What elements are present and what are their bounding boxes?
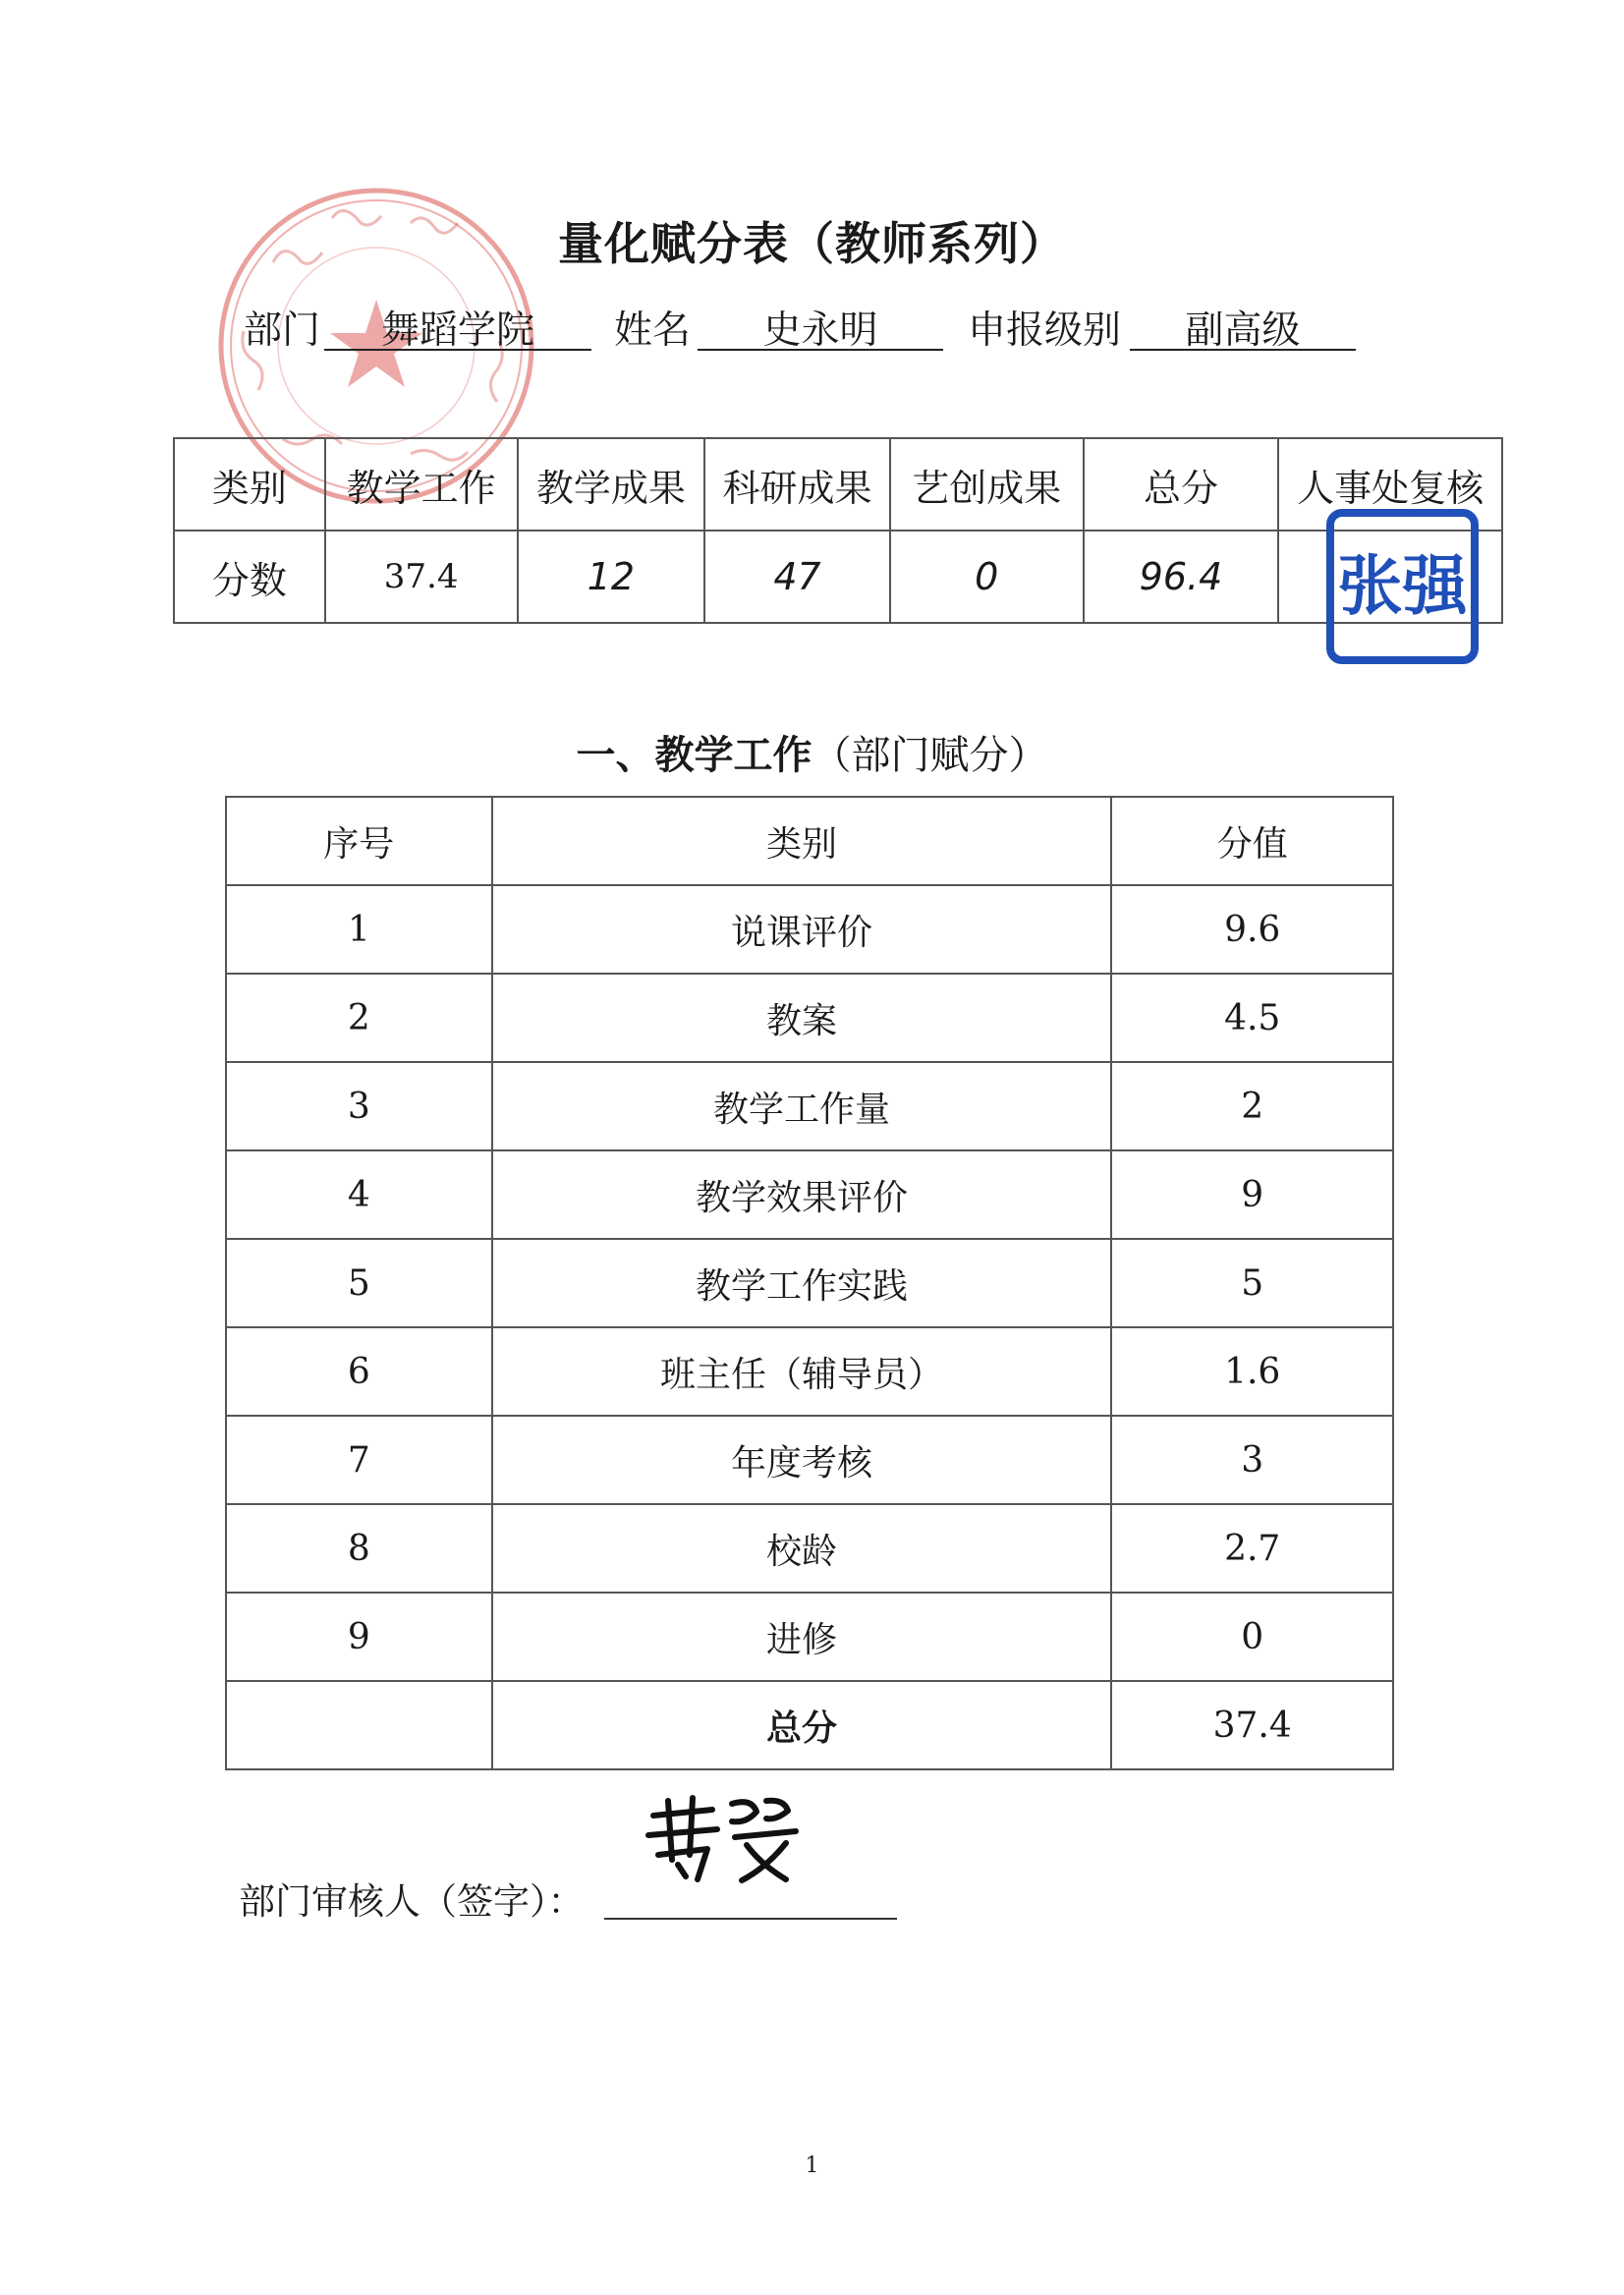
- table-row: [226, 1150, 1393, 1239]
- row-score: 2: [1111, 1062, 1393, 1150]
- table-row: [226, 1062, 1393, 1150]
- stamp-text: 张强: [1337, 548, 1468, 624]
- department-value: 舞蹈学院: [324, 300, 591, 351]
- score-label-cell: 分数: [174, 531, 325, 623]
- row-category: 校龄: [492, 1504, 1112, 1593]
- teaching-work-table: [225, 796, 1394, 1770]
- summary-score-row: [174, 531, 1502, 623]
- row-category: 教学效果评价: [492, 1150, 1112, 1239]
- section-heading-main: 一、教学工作: [576, 733, 812, 778]
- row-category: 教学工作量: [492, 1062, 1112, 1150]
- table-row: [226, 1504, 1393, 1593]
- department-label: 部门: [244, 308, 321, 353]
- row-score: 5: [1111, 1239, 1393, 1327]
- header-score: 分值: [1111, 797, 1393, 885]
- summary-header-cell: 教学成果: [518, 438, 705, 531]
- signature-line: [604, 1918, 897, 1920]
- total-score: 96.4: [1084, 531, 1279, 623]
- table-row: [226, 1593, 1393, 1681]
- department-reviewer-label: 部门审核人（签字）：: [239, 1880, 585, 1923]
- summary-header-cell: 科研成果: [704, 438, 890, 531]
- applicant-info-row: [0, 300, 1624, 359]
- name-label: 姓名: [614, 308, 692, 353]
- row-category: 年度考核: [492, 1416, 1112, 1504]
- row-category: 教案: [492, 974, 1112, 1062]
- summary-header-row: [174, 438, 1502, 531]
- reviewer-signature: [639, 1786, 815, 1894]
- table-row: [226, 1327, 1393, 1416]
- summary-header-cell: 总分: [1084, 438, 1279, 531]
- row-no: 3: [226, 1062, 492, 1150]
- row-category: 说课评价: [492, 885, 1112, 974]
- teaching-work-score: 37.4: [325, 531, 518, 623]
- level-value: 副高级: [1130, 300, 1356, 351]
- art-creation-score: 0: [890, 531, 1084, 623]
- research-result-score: 47: [704, 531, 890, 623]
- row-score: 9: [1111, 1150, 1393, 1239]
- total-row-empty-cell: [226, 1681, 492, 1769]
- row-no: 5: [226, 1239, 492, 1327]
- row-score: 3: [1111, 1416, 1393, 1504]
- row-no: 7: [226, 1416, 492, 1504]
- summary-header-cell: 艺创成果: [890, 438, 1084, 531]
- row-no: 6: [226, 1327, 492, 1416]
- level-label: 申报级别: [968, 308, 1122, 353]
- page-title: 量化赋分表（教师系列）: [558, 217, 1066, 270]
- header-no: 序号: [226, 797, 492, 885]
- row-no: 9: [226, 1593, 492, 1681]
- section-heading-note: （部门赋分）: [812, 733, 1048, 778]
- row-score: 1.6: [1111, 1327, 1393, 1416]
- table-header-row: [226, 797, 1393, 885]
- score-summary-table: [173, 437, 1503, 624]
- row-no: 4: [226, 1150, 492, 1239]
- hr-reviewer-stamp: [1325, 508, 1480, 665]
- table-row: [226, 1239, 1393, 1327]
- table-total-row: [226, 1681, 1393, 1769]
- teaching-result-score: 12: [518, 531, 705, 623]
- table-row: [226, 974, 1393, 1062]
- table-row: [226, 1416, 1393, 1504]
- row-score: 2.7: [1111, 1504, 1393, 1593]
- total-value: 37.4: [1111, 1681, 1393, 1769]
- page-number: 1: [805, 2154, 819, 2178]
- header-category: 类别: [492, 797, 1112, 885]
- summary-header-cell: 人事处复核: [1278, 438, 1502, 531]
- row-category: 班主任（辅导员）: [492, 1327, 1112, 1416]
- row-no: 1: [226, 885, 492, 974]
- row-score: 4.5: [1111, 974, 1393, 1062]
- row-score: 0: [1111, 1593, 1393, 1681]
- teaching-section-heading: [0, 724, 1624, 780]
- row-category: 进修: [492, 1593, 1112, 1681]
- name-value: 史永明: [698, 300, 943, 351]
- table-row: [226, 885, 1393, 974]
- summary-header-cell: 教学工作: [325, 438, 518, 531]
- row-category: 教学工作实践: [492, 1239, 1112, 1327]
- row-no: 2: [226, 974, 492, 1062]
- row-no: 8: [226, 1504, 492, 1593]
- row-score: 9.6: [1111, 885, 1393, 974]
- total-label: 总分: [492, 1681, 1112, 1769]
- summary-header-cell: 类别: [174, 438, 325, 531]
